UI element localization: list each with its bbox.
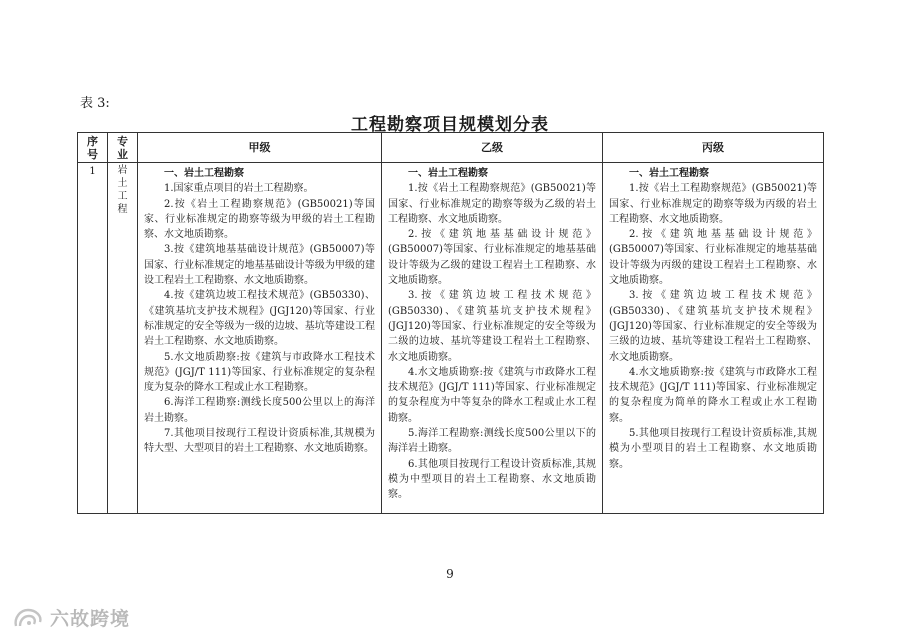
grade-a-cell [138,163,382,514]
grade-b-cell [382,163,603,514]
list-item: 2.按《建筑地基基础设计规范》(GB50007)等国家、行业标准规定的地基基础设计等级为丙级的建设工程岩土工程勘察、水文地质勘察。 [609,229,817,287]
scope-table [77,132,824,514]
header-major [108,133,138,163]
section-heading: 一、岩土工程勘察 [408,168,488,179]
header-row [78,133,824,163]
header-no [78,133,108,163]
header-no-char: 号 [87,147,98,161]
list-item: 2.按《建筑地基基础设计规范》(GB50007)等国家、行业标准规定的地基基础设计等级为乙级的建设工程岩土工程勘察、水文地质勘察。 [388,229,596,287]
list-item: 6.其他项目按现行工程设计资质标准,其规模为中型项目的岩土工程勘察、水文地质勘察。 [388,458,596,501]
header-major-char: 业 [117,147,128,161]
header-grade-c: 丙级 [603,133,824,163]
list-item: 1.按《岩土工程勘察规范》(GB50021)等国家、行业标准规定的勘察等级为丙级的岩土工程勘察、水文地质勘察。 [609,183,817,225]
list-item: 3.按《建筑地基基础设计规范》(GB50007)等国家、行业标准规定的地基基础设计等级为甲级的建设工程岩土工程勘察、水文地质勘察。 [144,244,375,287]
major-char: 岩 [117,165,128,176]
list-item: 7.其他项目按现行工程设计资质标准,其规模为特大型、大型项目的岩土工程勘察、水文地质勘察。 [144,428,375,455]
page-number: 9 [446,567,454,581]
table-label: 表 3: [80,96,110,111]
section-heading: 一、岩土工程勘察 [629,168,709,179]
watermark-logo-icon [12,606,46,630]
grade-c-cell [603,163,824,514]
row-number: 1 [78,163,108,514]
header-grade-b: 乙级 [382,133,603,163]
major-char: 土 [117,178,128,189]
list-item: 5.其他项目按现行工程设计资质标准,其规模为小型项目的岩土工程勘察、水文地质勘察。 [609,428,817,470]
header-grade-a: 甲级 [138,133,382,163]
list-item: 5.海洋工程勘察:测线长度500公里以下的海洋岩土勘察。 [388,428,596,455]
list-item: 1.按《岩土工程勘察规范》(GB50021)等国家、行业标准规定的勘察等级为乙级的岩土工程勘察、水文地质勘察。 [388,183,596,225]
list-item: 3.按《建筑边坡工程技术规范》(GB50330)、《建筑基坑支护技术规程》(JGJ120)等国家、行业标准规定的安全等级为二级的边坡、基坑等建设工程岩土工程勘察、水文地质勘察。 [388,290,596,363]
list-item: 4.水文地质勘察:按《建筑与市政降水工程技术规范》(JGJ/T 111)等国家、行业标准规定的复杂程度为中等复杂的降水工程或止水工程勘察。 [388,366,596,424]
list-item: 4.水文地质勘察:按《建筑与市政降水工程技术规范》(JGJ/T 111)等国家、行业标准规定的复杂程度为简单的降水工程或止水工程勘察。 [609,366,817,424]
list-item: 2.按《岩土工程勘察规范》(GB50021)等国家、行业标准规定的勘察等级为甲级的岩土工程勘察、水文地质勘察。 [144,198,375,241]
list-item: 6.海洋工程勘察:测线长度500公里以上的海洋岩土勘察。 [144,397,375,424]
major-char: 程 [117,204,128,215]
section-heading: 一、岩土工程勘察 [164,168,244,179]
list-item: 5.水文地质勘察:按《建筑与市政降水工程技术规范》(JGJ/T 111)等国家、行业标准规定的复杂程度为复杂的降水工程或止水工程勘察。 [144,351,375,394]
row-major [108,163,138,514]
major-char: 工 [117,191,128,202]
table-row [78,163,824,514]
header-major-char: 专 [117,134,128,148]
header-no-char: 序 [87,134,98,148]
list-item: 3.按《建筑边坡工程技术规范》(GB50330)、《建筑基坑支护技术规程》(JGJ120)等国家、行业标准规定的安全等级为三级的边坡、基坑等建设工程岩土工程勘察、水文地质勘察。 [609,290,817,363]
document-title: 工程勘察项目规模划分表 [351,115,549,135]
watermark [12,604,130,631]
list-item: 1.国家重点项目的岩土工程勘察。 [164,183,314,195]
watermark-text: 六故跨境 [50,608,131,630]
list-item: 4.按《建筑边坡工程技术规范》(GB50330)、《建筑基坑支护技术规程》(JGJ120)等国家、行业标准规定的安全等级为一级的边坡、基坑等建设工程岩土工程勘察、水文地质勘察。 [144,290,375,348]
